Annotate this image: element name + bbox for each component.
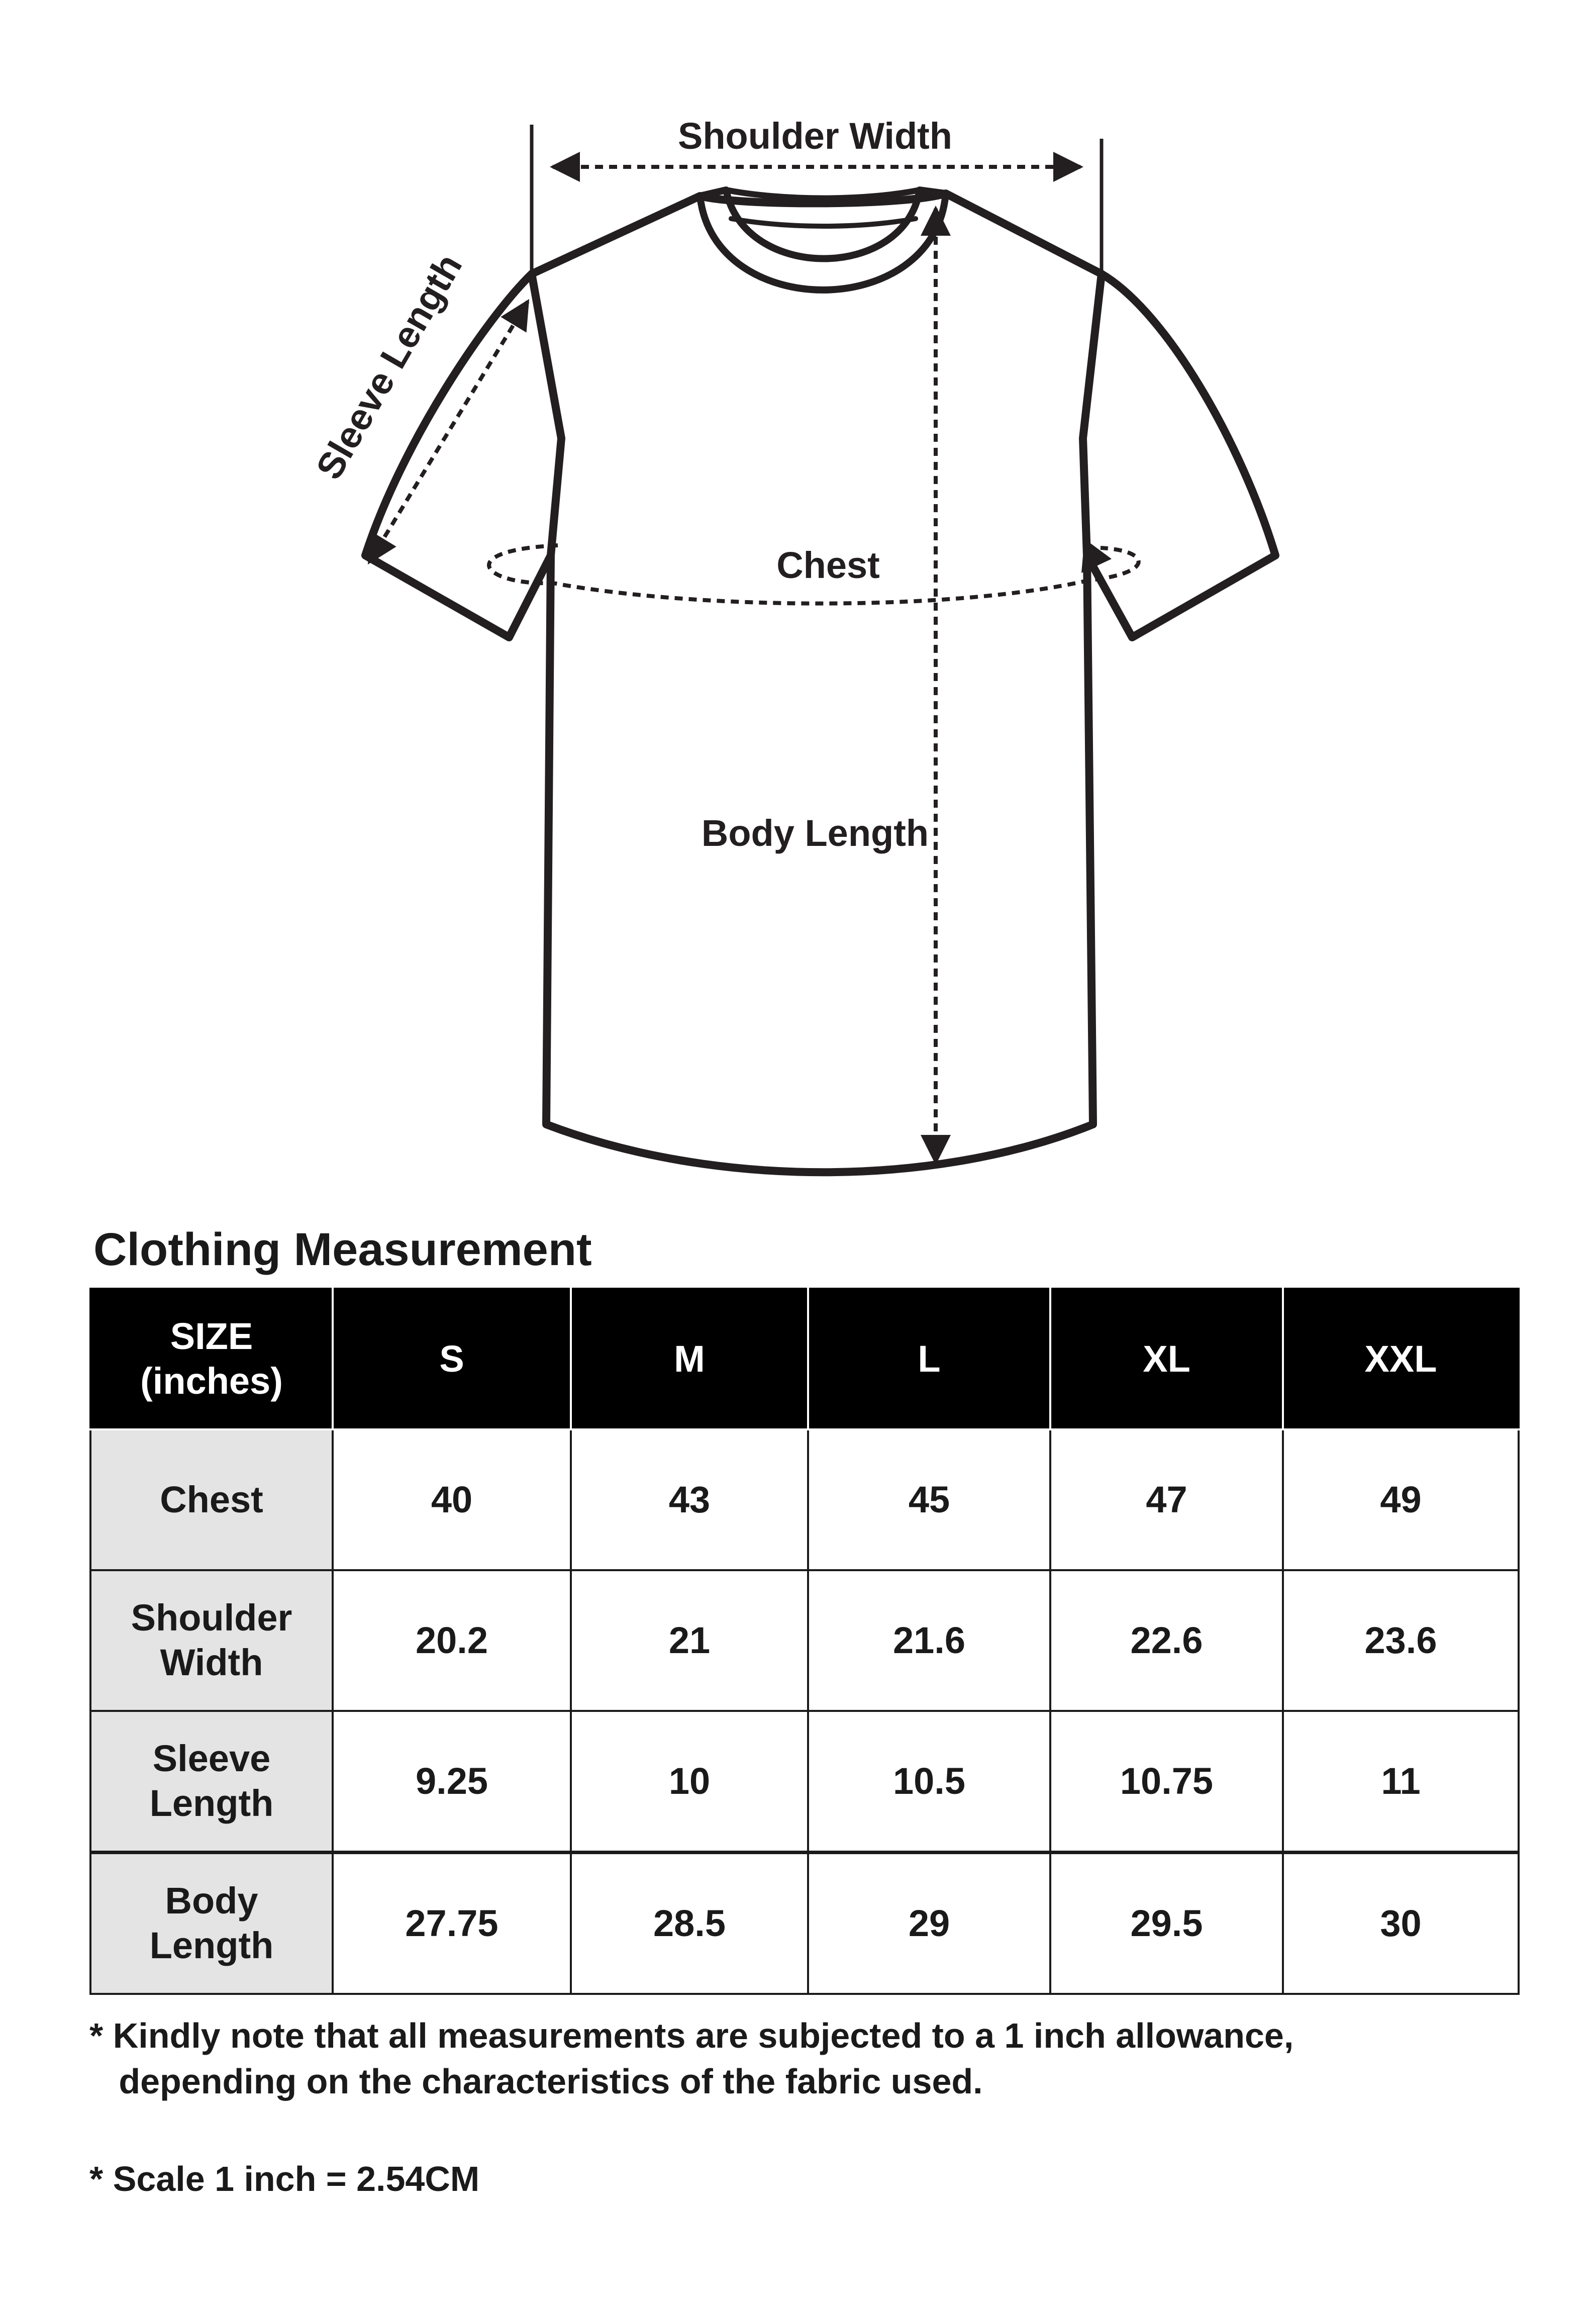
table-cell: 22.6 xyxy=(1050,1570,1283,1711)
row-label-chest: Chest xyxy=(90,1429,333,1570)
table-cell: 45 xyxy=(808,1429,1050,1570)
sleeve-seam-right xyxy=(1083,274,1102,555)
header-size-s: S xyxy=(333,1289,571,1429)
table-cell: 11 xyxy=(1283,1711,1519,1853)
size-chart-table xyxy=(89,1288,1520,1995)
table-cell: 9.25 xyxy=(333,1711,571,1853)
table-row-sleeve-length xyxy=(90,1711,1519,1853)
header-size-m: M xyxy=(571,1289,808,1429)
table-cell: 43 xyxy=(571,1429,808,1570)
table-cell: 10 xyxy=(571,1711,808,1853)
table-header-row xyxy=(90,1289,1519,1429)
table-cell: 27.75 xyxy=(333,1853,571,1994)
header-size-label: SIZE (inches) xyxy=(90,1289,333,1429)
table-cell: 29 xyxy=(808,1853,1050,1994)
chest-label: Chest xyxy=(776,544,880,586)
table-cell: 10.75 xyxy=(1050,1711,1283,1853)
allowance-note: * Kindly note that all measurements are subjected to a 1 inch allowance, depending on the characteristics of the fabric used. xyxy=(89,2016,1294,2101)
table-cell: 40 xyxy=(333,1429,571,1570)
scale-note: * Scale 1 inch = 2.54CM xyxy=(89,2159,480,2198)
row-label-sleeve-length: Sleeve Length xyxy=(90,1711,333,1853)
header-size-l: L xyxy=(808,1289,1050,1429)
table-row-chest xyxy=(90,1429,1519,1570)
table-title: Clothing Measurement xyxy=(93,1224,592,1275)
header-size-xxl: XXL xyxy=(1283,1289,1519,1429)
table-cell: 10.5 xyxy=(808,1711,1050,1853)
table-cell: 28.5 xyxy=(571,1853,808,1994)
sleeve-seam-left xyxy=(532,274,561,555)
shoulder-width-label: Shoulder Width xyxy=(677,115,953,157)
table-cell: 47 xyxy=(1050,1429,1283,1570)
row-label-body-length: Body Length xyxy=(90,1853,333,1994)
table-cell: 23.6 xyxy=(1283,1570,1519,1711)
table-cell: 21.6 xyxy=(808,1570,1050,1711)
table-cell: 30 xyxy=(1283,1853,1519,1994)
table-row-shoulder-width xyxy=(90,1570,1519,1711)
row-label-shoulder-width: Shoulder Width xyxy=(90,1570,333,1711)
table-row-body-length xyxy=(90,1853,1519,1994)
collar-inner xyxy=(726,190,920,199)
collar-band xyxy=(731,219,916,226)
sleeve-length-label: Sleeve Length xyxy=(308,247,470,487)
table-cell: 29.5 xyxy=(1050,1853,1283,1994)
table-cell: 49 xyxy=(1283,1429,1519,1570)
body-length-label: Body Length xyxy=(701,812,929,854)
header-size-xl: XL xyxy=(1050,1289,1283,1429)
table-cell: 21 xyxy=(571,1570,808,1711)
table-cell: 20.2 xyxy=(333,1570,571,1711)
